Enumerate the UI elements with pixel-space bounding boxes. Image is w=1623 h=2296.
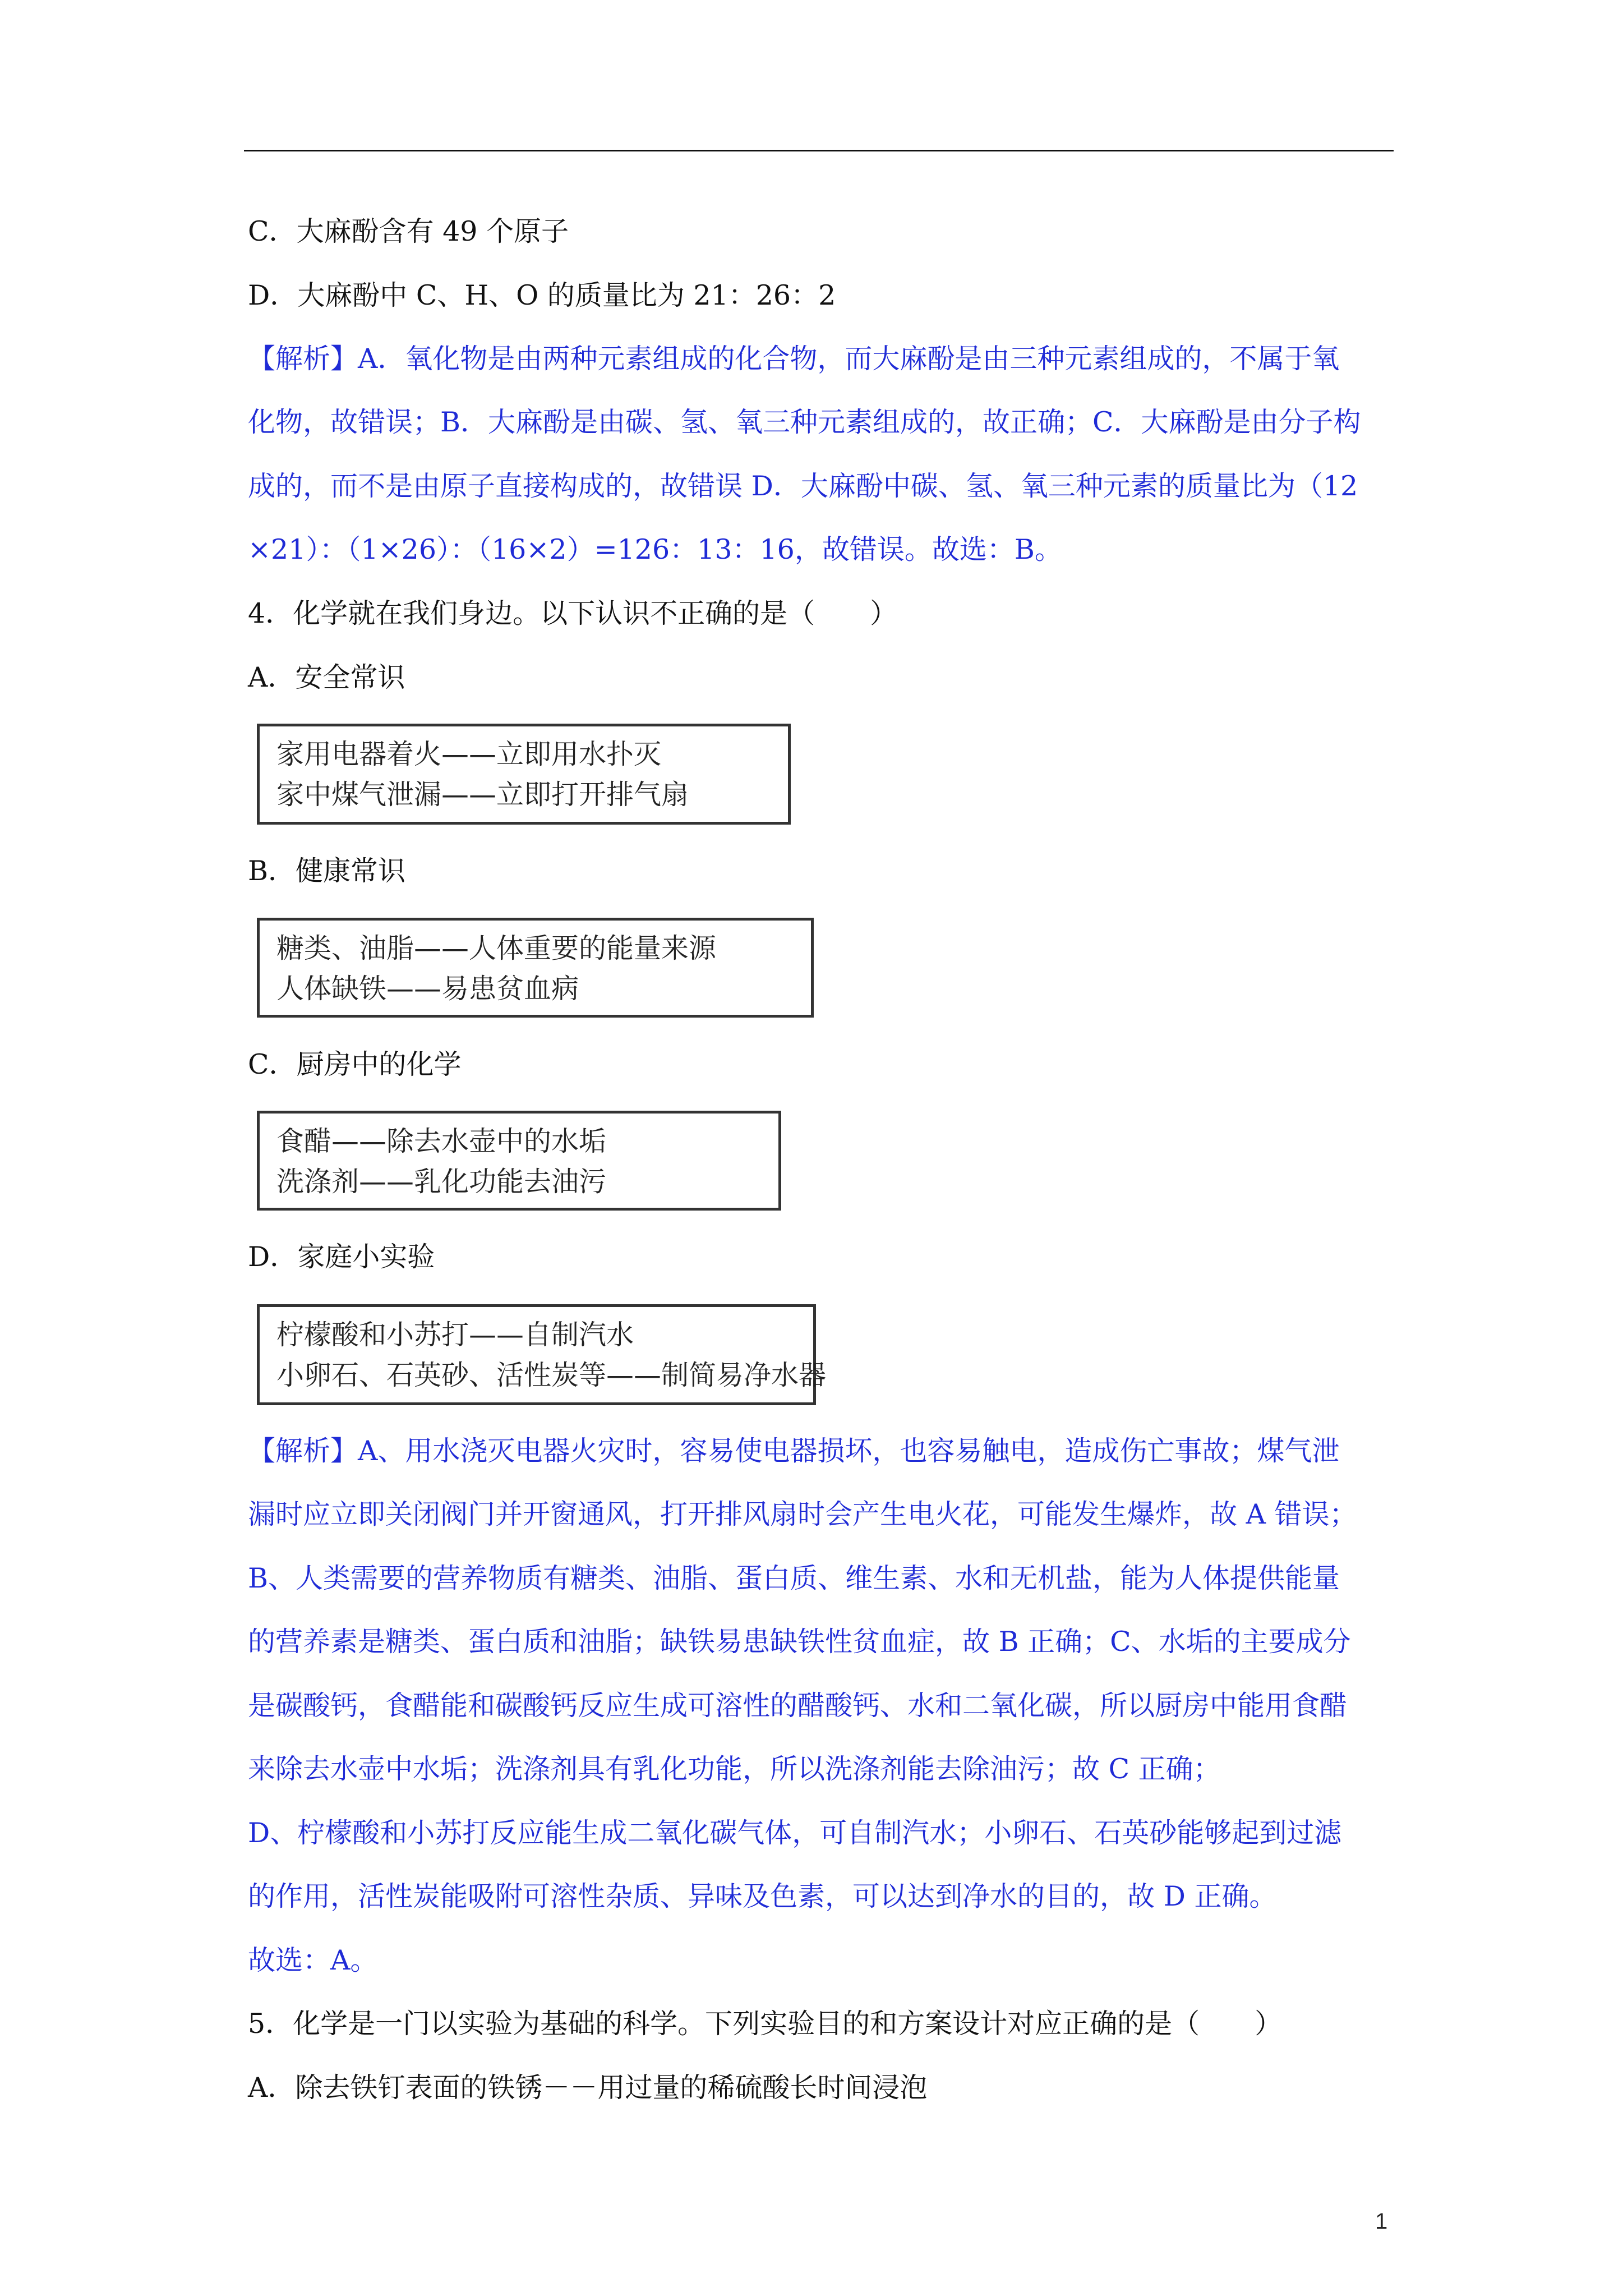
q4-option-a-box: [257, 724, 791, 825]
q4-analysis-line: 的营养素是糖类、蛋白质和油脂；缺铁易患缺铁性贫血症，故 B 正确；C、水垢的主要成分: [248, 1626, 1351, 1658]
q4-option-c-row: 洗涤剂——乳化功能去油污: [276, 1166, 607, 1198]
q4-option-c-row: 食醋——除去水壶中的水垢: [276, 1125, 607, 1157]
q4-analysis-line: D、柠檬酸和小苏打反应能生成二氧化碳气体，可自制汽水；小卵石、石英砂能够起到过滤: [248, 1817, 1342, 1849]
q5-option-a: A．除去铁钉表面的铁锈－－用过量的稀硫酸长时间浸泡: [248, 2072, 928, 2104]
q4-option-d-label: D．家庭小实验: [248, 1241, 435, 1273]
q3-option-d: D．大麻酚中 C、H、O 的质量比为 21：26：2: [248, 279, 836, 311]
q5-stem: 5．化学是一门以实验为基础的科学。下列实验目的和方案设计对应正确的是（ ）: [248, 2008, 1283, 2040]
q4-option-d-row: 小卵石、石英砂、活性炭等——制简易净水器: [276, 1359, 827, 1391]
q4-option-d-box: [257, 1304, 827, 1405]
q4-option-a-label: A．安全常识: [248, 661, 405, 693]
q4-stem: 4．化学就在我们身边。以下认识不正确的是（ ）: [248, 597, 898, 629]
q4-option-a-row: 家用电器着火——立即用水扑灭: [276, 738, 662, 770]
q4-analysis-line: 【解析】A、用水浇灭电器火灾时，容易使电器损坏，也容易触电，造成伤亡事故；煤气泄: [248, 1435, 1340, 1467]
q4-option-b-row: 糖类、油脂——人体重要的能量来源: [276, 932, 717, 964]
q3-option-c: C．大麻酚含有 49 个原子: [248, 215, 569, 247]
q4-option-a-row: 家中煤气泄漏——立即打开排气扇: [276, 779, 689, 811]
q3-analysis-line: 【解析】A．氧化物是由两种元素组成的化合物，而大麻酚是由三种元素组成的，不属于氧: [248, 343, 1340, 375]
q4-option-b-box: [257, 918, 814, 1018]
q4-analysis-line: B、人类需要的营养物质有糖类、油脂、蛋白质、维生素、水和无机盐，能为人体提供能量: [248, 1562, 1340, 1594]
q4-option-d-row: 柠檬酸和小苏打——自制汽水: [276, 1319, 634, 1351]
q4-option-b-row: 人体缺铁——易患贫血病: [276, 973, 579, 1005]
q4-option-c-box: [257, 1111, 781, 1211]
q4-analysis-line: 漏时应立即关闭阀门并开窗通风，打开排风扇时会产生电火花，可能发生爆炸，故 A 错误；: [248, 1498, 1357, 1530]
q4-analysis-line: 故选：A。: [248, 1944, 378, 1976]
q4-option-c-label: C．厨房中的化学: [248, 1048, 462, 1080]
page-number: 1: [1375, 2209, 1388, 2234]
q4-analysis-line: 来除去水壶中水垢；洗涤剂具有乳化功能，所以洗涤剂能去除油污；故 C 正确；: [248, 1753, 1221, 1785]
q3-analysis-line: ×21）：（1×26）：（16×2）=126：13：16，故错误。故选：B。: [248, 533, 1062, 565]
q3-analysis-line: 成的，而不是由原子直接构成的，故错误 D．大麻酚中碳、氢、氧三种元素的质量比为（12: [248, 470, 1358, 502]
header-rule: [244, 150, 1394, 151]
q4-analysis-line: 是碳酸钙，食醋能和碳酸钙反应生成可溶性的醋酸钙、水和二氧化碳，所以厨房中能用食醋: [248, 1690, 1348, 1722]
q4-option-b-label: B．健康常识: [248, 855, 406, 887]
q4-analysis-line: 的作用，活性炭能吸附可溶性杂质、异味及色素，可以达到净水的目的，故 D 正确。: [248, 1880, 1277, 1912]
q3-analysis-line: 化物，故错误；B．大麻酚是由碳、氢、氧三种元素组成的，故正确；C．大麻酚是由分子构: [248, 406, 1361, 438]
